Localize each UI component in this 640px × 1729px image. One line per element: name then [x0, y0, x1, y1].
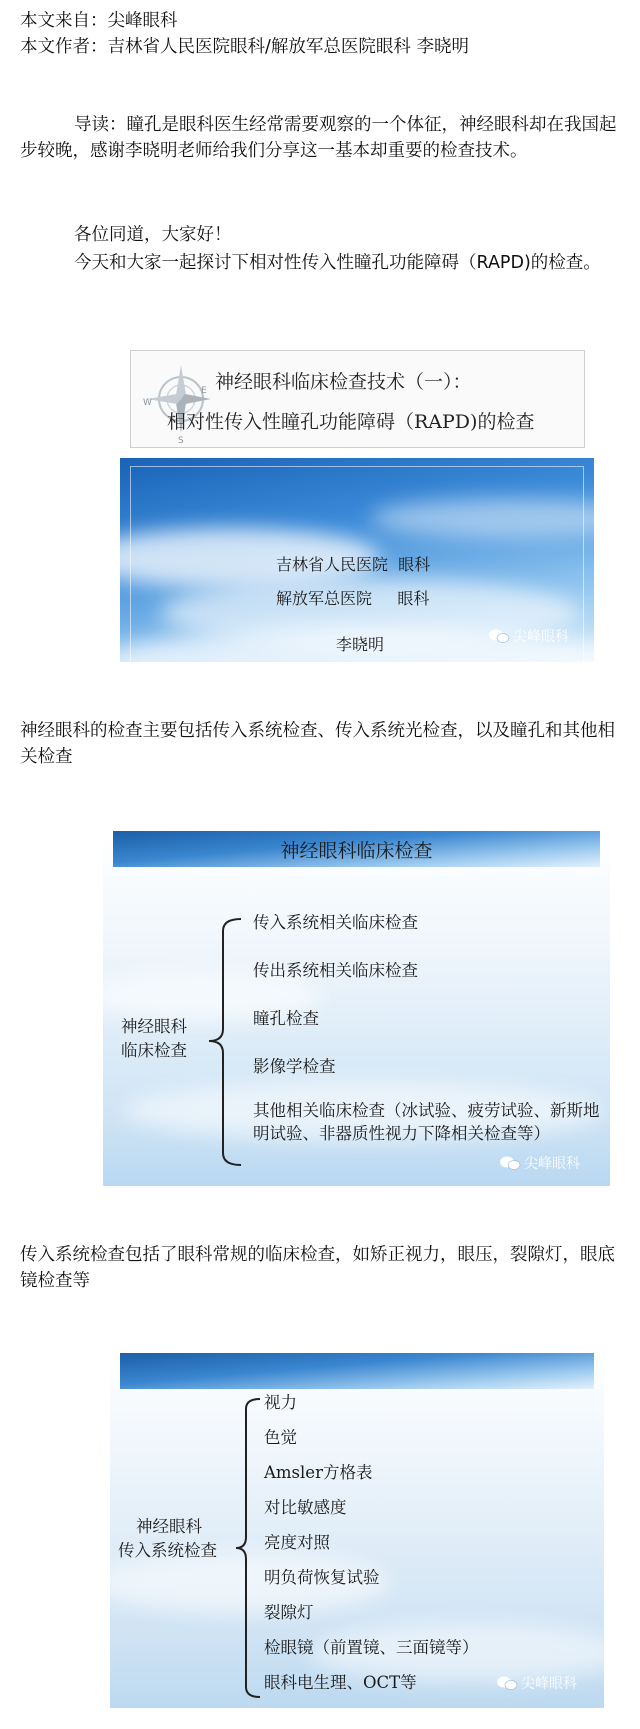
topic-paragraph: 今天和大家一起探讨下相对性传入性瞳孔功能障碍（RAPD)的检查。 [74, 253, 601, 273]
slide1-title-box [130, 350, 585, 448]
slide2-brace [207, 917, 247, 1167]
slide2-item: 传出系统相关临床检查 [253, 961, 418, 980]
intro-paragraph: 导读：瞳孔是眼科医生经常需要观察的一个体征，神经眼科却在我国起步较晚，感谢李晓明老师给我们分享这一基本却重要的检查技术。 [20, 115, 617, 161]
affiliation-line2: 解放军总医院 眼科 [276, 589, 430, 608]
slide3-item: Amsler方格表 [264, 1463, 373, 1482]
wechat-icon [496, 1675, 518, 1691]
slide2 [103, 831, 610, 1186]
affiliation-line1: 吉林省人民医院 眼科 [276, 555, 431, 574]
slide3-item: 眼科电生理、OCT等 [264, 1673, 417, 1692]
wechat-icon [499, 1155, 521, 1171]
svg-text:W: W [143, 398, 152, 408]
slide1-title-line1: 神经眼科临床检查技术（一）： [215, 371, 472, 393]
slide3-item: 对比敏感度 [264, 1498, 347, 1517]
slide3-item: 视力 [264, 1393, 297, 1412]
wechat-icon [488, 628, 510, 644]
slide3-item: 明负荷恢复试验 [264, 1568, 380, 1587]
slide3-item: 亮度对照 [264, 1533, 330, 1552]
slide2-root-line2: 临床检查 [121, 1041, 187, 1060]
slide1-watermark: 尖峰眼科 [488, 626, 569, 646]
greeting-paragraph: 各位同道，大家好！ [74, 225, 232, 245]
slide2-item: 影像学检查 [253, 1057, 336, 1076]
svg-text:E: E [201, 386, 207, 396]
slide2-item: 传入系统相关临床检查 [253, 913, 418, 932]
slide2-root-line1: 神经眼科 [121, 1017, 187, 1036]
presenter-name: 李晓明 [336, 635, 385, 654]
slide2-item: 其他相关临床检查（冰试验、疲劳试验、新斯地明试验、非器质性视力下降相关检查等） [253, 1101, 600, 1143]
slide3-item: 检眼镜（前置镜、三面镜等） [264, 1638, 479, 1657]
slide3-watermark: 尖峰眼科 [496, 1673, 577, 1693]
slide3-root-line2: 传入系统检查 [118, 1541, 217, 1560]
slide2-banner [113, 831, 600, 867]
slide1-title-line2: 相对性传入性瞳孔功能障碍（RAPD)的检查 [167, 411, 535, 433]
paragraph-3: 传入系统检查包括了眼科常规的临床检查，如矫正视力，眼压，裂隙灯，眼底镜检查等 [20, 1245, 615, 1291]
slide3-item: 裂隙灯 [264, 1603, 314, 1622]
slide3-root-line1: 神经眼科 [136, 1517, 202, 1536]
slide2-title: 神经眼科临床检查 [280, 840, 433, 862]
source-line: 本文来自：尖峰眼科 [20, 11, 178, 31]
slide3-item: 色觉 [264, 1428, 297, 1447]
slide2-item: 瞳孔检查 [253, 1009, 319, 1028]
slide3-banner [120, 1353, 594, 1389]
slide3-brace [234, 1397, 264, 1699]
svg-text:S: S [178, 436, 184, 443]
slide2-watermark: 尖峰眼科 [499, 1153, 580, 1173]
slide1-body [120, 458, 594, 662]
author-line: 本文作者：吉林省人民医院眼科/解放军总医院眼科 李晓明 [20, 37, 469, 57]
paragraph-2: 神经眼科的检查主要包括传入系统检查、传入系统光检查，以及瞳孔和其他相关检查 [20, 721, 615, 767]
slide3 [110, 1353, 604, 1708]
